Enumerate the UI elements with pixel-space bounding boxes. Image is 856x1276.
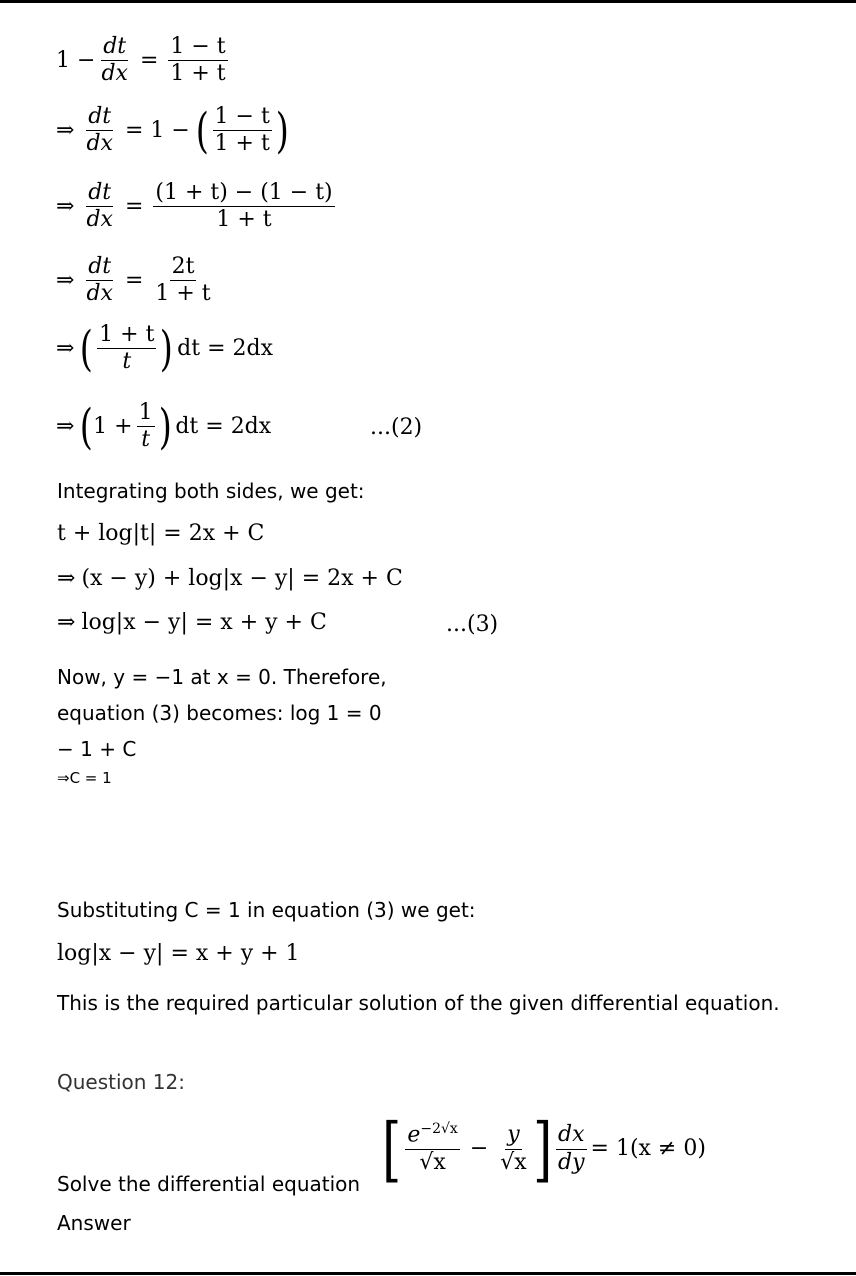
eq4-rhs-den: 1 + t [155, 281, 211, 307]
now-text-2: equation (3) becomes: log 1 = 0 [57, 701, 382, 725]
eq2-left-paren: ( [195, 102, 209, 159]
eq3-op: = [124, 193, 144, 219]
equation-line-6 [56, 400, 271, 454]
eq4-rhs-fraction [153, 254, 212, 308]
int3-arrow: ⇒ [57, 610, 76, 635]
integral-line-2 [57, 568, 403, 590]
eq4-arrow: ⇒ [56, 267, 75, 293]
eq3-rhs-num: (1 + t) − (1 − t) [153, 180, 334, 207]
substituting-text: Substituting C = 1 in equation (3) we get: [57, 898, 476, 922]
eq6-num: 1 [137, 400, 155, 427]
eq6-arrow: ⇒ [56, 413, 75, 439]
eq5-tail: dt = 2dx [177, 335, 274, 361]
eq3-rhs-den: 1 + t [216, 207, 272, 233]
q-den2: √x [500, 1149, 527, 1175]
eq5-left-paren: ( [80, 320, 94, 377]
q-fraction-2 [498, 1122, 528, 1176]
eq2-rhs-fraction [213, 104, 272, 158]
q-right-bracket: ] [532, 1108, 552, 1190]
now-text-3: − 1 + C [57, 737, 137, 761]
c-result: ⇒C = 1 [57, 769, 112, 787]
now-text-1: Now, y = −1 at x = 0. Therefore, [57, 665, 387, 689]
equation-line-2 [56, 104, 289, 158]
integrating-text: Integrating both sides, we get: [57, 479, 365, 503]
final-equation: log|x − y| = x + y + 1 [57, 941, 300, 966]
int1-text: t + log|t| = 2x + C [57, 521, 265, 546]
q-num1-sup: −2√x [420, 1121, 458, 1138]
eq6-fraction [137, 400, 155, 454]
eq1-rhs-den: 1 + t [170, 61, 226, 87]
eq4-rhs-num: 2t [170, 254, 197, 281]
eq1-rhs-num: 1 − t [168, 34, 227, 61]
eq2-lhs-fraction [84, 104, 115, 158]
eq1-op: = [139, 47, 159, 73]
q-fraction-1 [405, 1121, 460, 1176]
eq4-lhs-num: dt [88, 254, 112, 279]
eq4-lhs-den: dx [86, 281, 113, 307]
equation-line-1 [56, 34, 232, 88]
q-minus: − [469, 1136, 489, 1161]
q-num3: dx [558, 1122, 585, 1148]
eq6-den: t [141, 427, 151, 453]
eq5-fraction [97, 322, 156, 376]
eq4-op: = [124, 267, 144, 293]
q-rhs: = 1(x ≠ 0) [590, 1136, 706, 1161]
eq3-lhs-fraction [84, 180, 115, 234]
integral-line-1 [57, 523, 264, 545]
top-rule [0, 0, 856, 3]
eq1-lead: 1 − [56, 47, 96, 73]
conclusion-text: This is the required particular solution of the given differential equation. [57, 991, 780, 1015]
int2-arrow: ⇒ [57, 566, 76, 591]
eq3-arrow: ⇒ [56, 193, 75, 219]
int3-text: log|x − y| = x + y + C [81, 610, 327, 635]
answer-label: Answer [57, 1211, 131, 1235]
q-num2: y [507, 1122, 520, 1148]
equation-tag-3: ...(3) [446, 612, 499, 637]
q-den3: dy [558, 1149, 585, 1175]
eq6-left-paren: ( [80, 398, 94, 455]
eq5-right-paren: ) [160, 320, 174, 377]
q-num1: e [407, 1122, 421, 1148]
equation-tag-2: ...(2) [370, 415, 423, 440]
question-expression [382, 1108, 706, 1190]
equation-line-5 [56, 322, 273, 376]
question-label: Question 12: [57, 1070, 185, 1094]
q-den1: √x [419, 1150, 446, 1176]
bottom-rule [0, 1272, 856, 1275]
q-left-bracket: [ [382, 1108, 402, 1190]
eq3-rhs-fraction [153, 180, 334, 234]
equation-line-3 [56, 180, 339, 234]
equation-line-4 [56, 254, 217, 308]
eq2-op: = 1 − [124, 117, 190, 143]
eq6-tail: dt = 2dx [175, 413, 272, 439]
eq1-lhs-fraction [99, 34, 130, 88]
solve-text: Solve the differential equation [57, 1172, 361, 1196]
eq3-lhs-num: dt [88, 180, 112, 205]
eq2-lhs-num: dt [88, 104, 112, 129]
eq6-lead: 1 + [93, 413, 133, 439]
eq4-lhs-fraction [84, 254, 115, 308]
eq2-rhs-den: 1 + t [214, 131, 270, 157]
int2-text: (x − y) + log|x − y| = 2x + C [81, 566, 403, 591]
q-fraction-3 [556, 1122, 587, 1176]
eq2-rhs-num: 1 − t [213, 104, 272, 131]
integral-line-3 [57, 612, 327, 634]
eq2-lhs-den: dx [86, 131, 113, 157]
eq5-den: t [122, 349, 132, 375]
eq3-lhs-den: dx [86, 207, 113, 233]
eq2-arrow: ⇒ [56, 117, 75, 143]
eq5-arrow: ⇒ [56, 335, 75, 361]
eq1-rhs-fraction [168, 34, 227, 88]
eq5-num: 1 + t [97, 322, 156, 349]
eq2-right-paren: ) [275, 102, 289, 159]
eq1-lhs-num: dt [103, 34, 127, 59]
eq6-right-paren: ) [158, 398, 172, 455]
eq1-lhs-den: dx [101, 61, 128, 87]
